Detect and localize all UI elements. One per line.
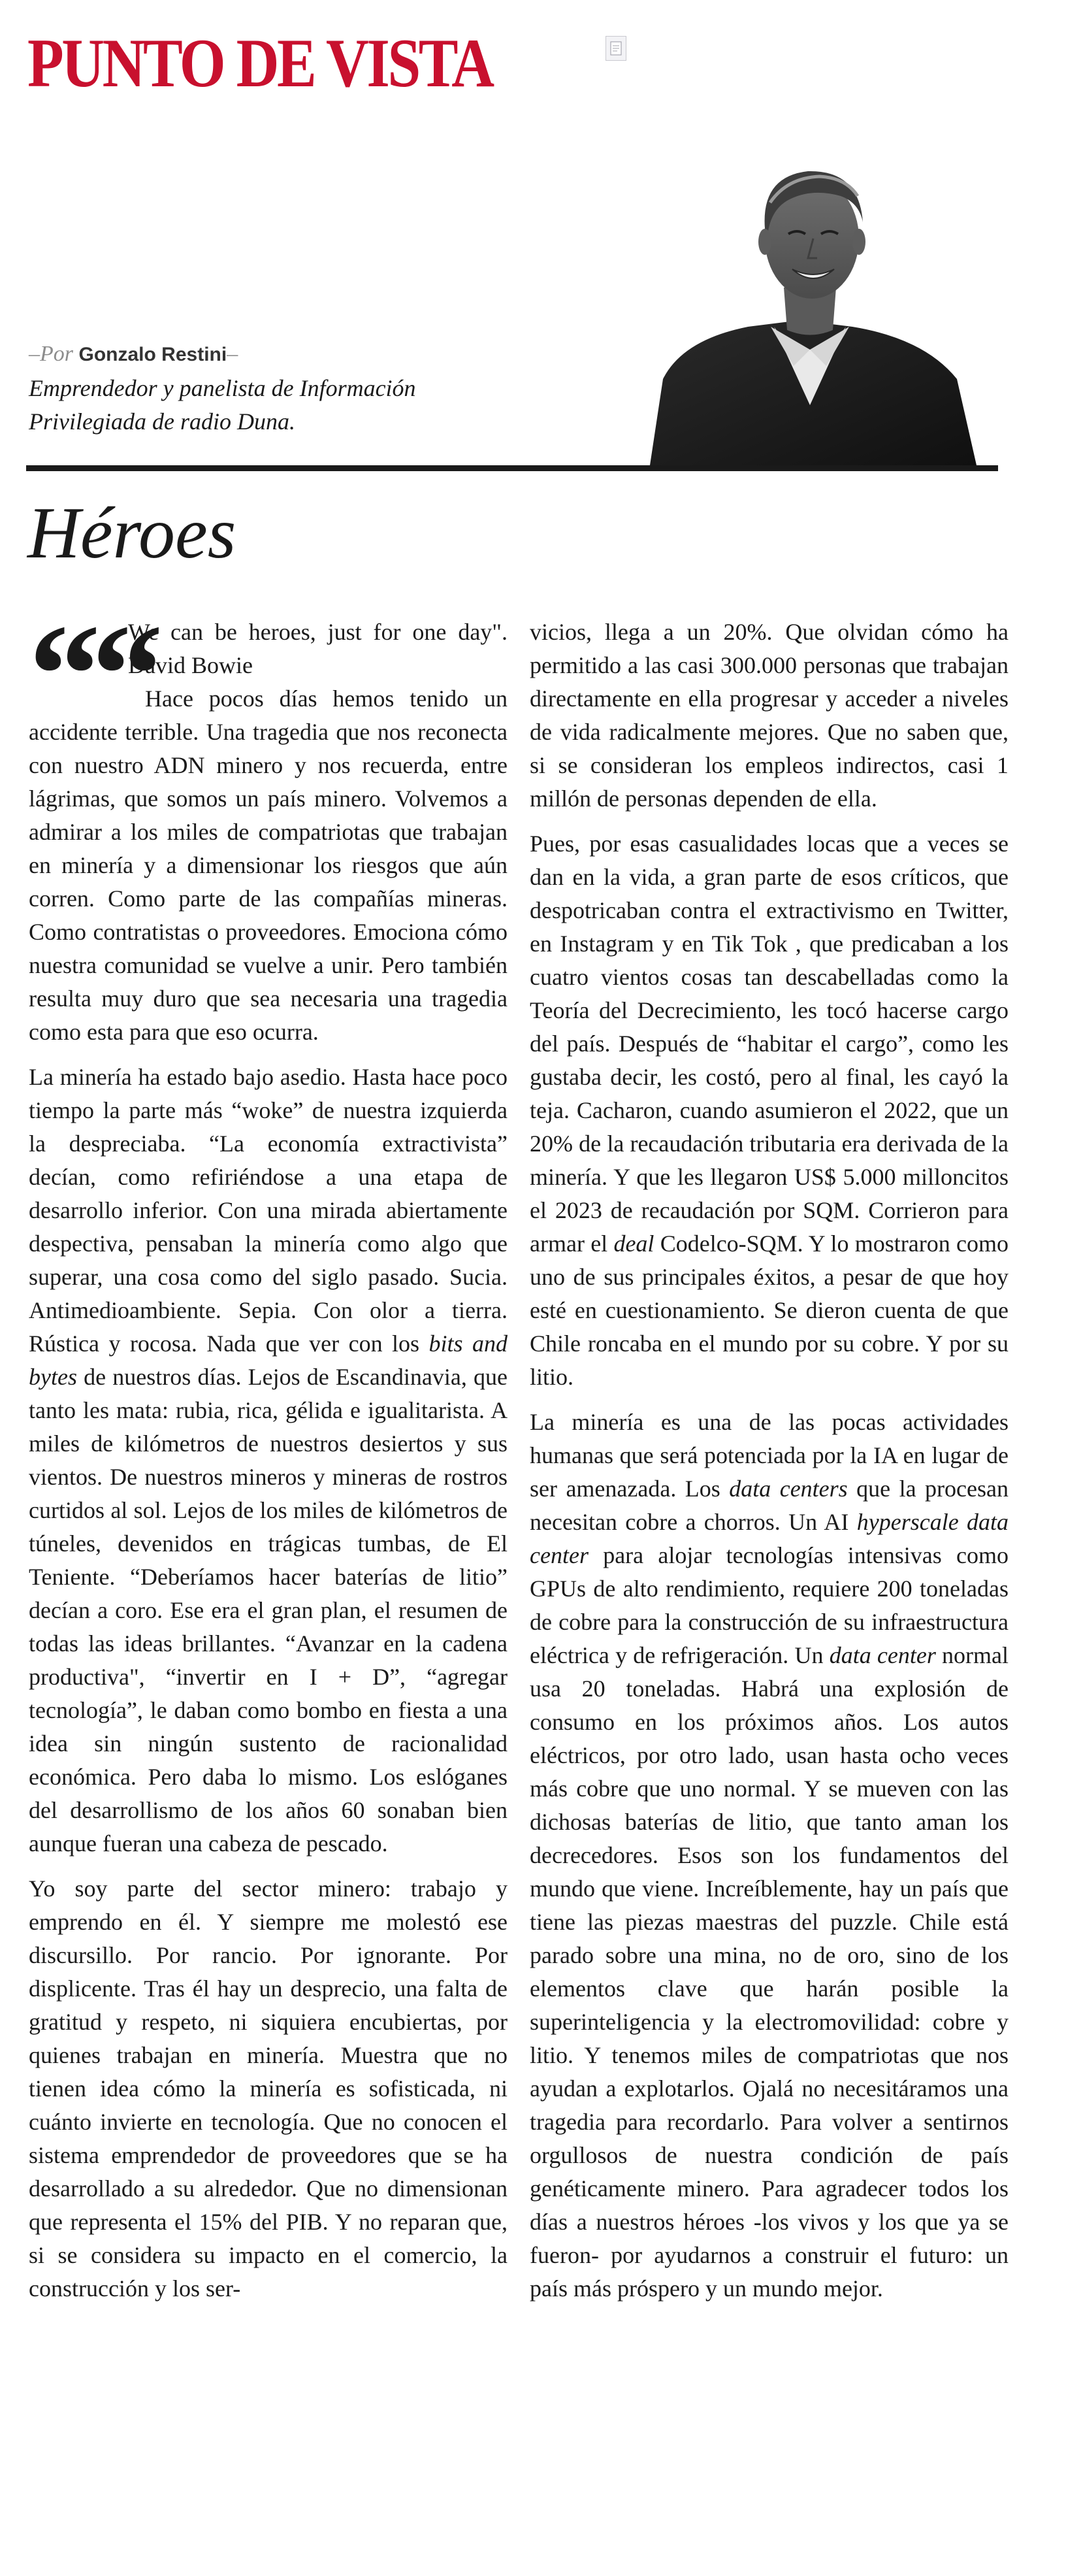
- article-column-right: [530, 616, 1009, 2317]
- paragraph-2-part-a: La minería ha estado bajo asedio. Hasta hace poco tiempo la parte más “woke” de nuestra izquierda la despreciaba. “La economía extractivista” decían, como refiriéndose a una etapa de desarrollo inferior. Con una mirada abiertamente despectiva, pensaban la minería como algo que superar, una cosa como del siglo pasado. Sucia. Antimedioambiente. Sepia. Con olor a tierra. Rústica y rocosa. Nada que ver con los: [29, 1064, 508, 1357]
- epigraph: We can be heroes, just for one day". David Bowie: [128, 619, 508, 678]
- paragraph-4-part-b: Codelco-SQM. Y lo mostraron como uno de sus principales éxitos, a pesar de que hoy esté en cuestionamiento. Se dieron cuenta de que Chile roncaba en el mundo por su cobre. Y por su litio.: [530, 1230, 1009, 1390]
- paragraph-2-emphasis: bits and bytes: [29, 1330, 508, 1390]
- paragraph-3: Yo soy parte del sector minero: trabajo y emprendo en él. Y siempre me molestó ese discursillo. Por rancio. Por ignorante. Por displicente. Tras él hay un desprecio, una falta de gratitud y respeto, ni siquiera encubiertas, por quienes trabajan en minería. Muestra que no tienen idea cómo la minería es sofisticada, ni cuánto invierte en tecnología. Que no conocen el sistema emprendedor de proveedores que se ha desarrollado a su alrededor. Que no dimensionan que representa el 15% del PIB. Y no reparan que, si se considera su impacto en el comercio, la construcción y los ser-: [29, 1875, 508, 2302]
- paragraph-3-continued: vicios, llega a un 20%. Que olvidan cómo ha permitido a las casi 300.000 personas que trabajan directamente en ella progresar y acceder a niveles de vida radicalmente mejores. Que no saben que, si se consideran los empleos indirectos, casi 1 millón de personas dependen de ella.: [530, 619, 1009, 812]
- author-role-line-1: Emprendedor y panelista de Información: [29, 374, 416, 401]
- author-role-line-2: Privilegiada de radio Duna.: [29, 408, 295, 435]
- byline: [29, 341, 617, 368]
- document-icon[interactable]: [606, 36, 626, 61]
- paragraph-4-part-a: Pues, por esas casualidades locas que a veces se dan en la vida, a gran parte de esos críticos, que despotricaban contra el extractivismo en Twitter, en Instagram y en Tik Tok , que predicaban a los cuatro vientos cosas tan descabelladas como la Teoría del Decrecimiento, les tocó hacerse cargo del país. Después de “habitar el cargo”, como les gustaba decir, les costó, pero al final, les cayó la teja. Cacharon, cuando asumieron el 2022, que un 20% de la recaudación tributaria era derivada de la minería. Y que les llegaron US$ 5.000 milloncitos el 2023 de recaudación por SQM. Corrieron para armar el: [530, 831, 1009, 1257]
- headline: Héroes: [27, 493, 236, 574]
- author-portrait: [637, 131, 990, 465]
- paragraph-5-part-c: para alojar tecnologías intensivas como GPUs de alto rendimiento, requiere 200 toneladas de cobre para la construcción de su infraestructura eléctrica y de refrigeración. Un: [530, 1542, 1009, 1668]
- section-title: PUNTO DE VISTA: [27, 25, 493, 101]
- paragraph-5-part-d: normal usa 20 toneladas. Habrá una explosión de consumo en los próximos años. Los autos eléctricos, por otro lado, usan hasta ocho veces más cobre que uno normal. Y se mueven con las dichosas baterías de litio, que tanto aman los decrecedores. Esos son los fundamentos del mundo que viene. Increíblemente, hay un país que tiene las piezas maestras del puzzle. Chile está parado sobre una mina, no de oro, sino de los elementos clave que harán posible la superinteligencia y la electromovilidad: cobre y litio. Y tenemos miles de compatriotas que nos ayudan a explotarlos. Ojalá no necesitáramos una tragedia para recordarlo. Para volver a sentirnos orgullosos de nuestra condición de país genéticamente minero. Para agradecer todos los días a nuestros héroes -los vivos y los que ya se fueron- por ayudarnos a construir el futuro: un país más próspero y un mundo mejor.: [530, 1642, 1009, 2302]
- paragraph-5-emphasis-1: data centers: [729, 1476, 848, 1502]
- byline-block: [29, 341, 617, 438]
- paragraph-5-part-a: La minería es una de las pocas actividades humanas que será potenciada por la IA en lugar de ser amenazada. Los: [530, 1409, 1009, 1502]
- paragraph-5: [530, 1406, 1009, 2305]
- byline-dash-right: –: [227, 342, 238, 366]
- paragraph-5-emphasis-3: data center: [829, 1642, 936, 1668]
- paragraph-1-body: Hace pocos días hemos tenido un accidente terrible. Una tragedia que nos reconecta con nuestro ADN minero y nos recuerda, entre lágrimas, que somos un país minero. Volvemos a admirar a los miles de compatriotas que trabajan en minería y a dimensionar los riesgos que aún corren. Como parte de las compañías mineras. Como contratistas o proveedores. Emociona cómo nuestra comunidad se vuelve a unir. Pero también resulta muy duro que sea necesaria una tragedia como esta para que eso ocurra.: [29, 685, 508, 1045]
- paragraph-1: [29, 595, 508, 1049]
- byline-por: Por: [40, 342, 79, 366]
- paragraph-4-emphasis: deal: [613, 1230, 654, 1257]
- document-glyph-icon: [610, 41, 622, 56]
- paragraph-5-part-b: que la procesan necesitan cobre a chorros. Un AI: [530, 1476, 1009, 1535]
- paragraph-2-part-b: de nuestros días. Lejos de Escandinavia, que tanto les mata: rubia, rica, gélida e igualitarista. A miles de kilómetros de nuestros desiertos y sus vientos. De nuestros mineros y mineras de rostros curtidos al sol. Lejos de los miles de kilómetros de túneles, devenidos en trágicas tumbas, de El Teniente. “Deberíamos hacer baterías de litio” decían a coro. Ese era el gran plan, el resumen de todas las ideas brillantes. “Avanzar en la cadena productiva", “invertir en I + D”, “agregar tecnología”, le daban como bombo en fiesta a una idea sin ningún sustento de racionalidad económica. Pero daba lo mismo. Los eslóganes del desarrollismo de los años 60 sonaban bien aunque fueran una cabeza de pescado.: [29, 1364, 508, 1857]
- header-rule: [26, 465, 998, 471]
- author-portrait-image: [637, 131, 990, 465]
- paragraph-4: [530, 827, 1009, 1394]
- paragraph-2: [29, 1061, 508, 1860]
- paragraph-5-emphasis-2: hyperscale data center: [530, 1509, 1009, 1568]
- author-name: Gonzalo Restini: [78, 344, 227, 365]
- quote-mark-icon: ““: [29, 595, 154, 754]
- byline-dash-left: –: [29, 342, 40, 366]
- article-column-left: [29, 595, 508, 2317]
